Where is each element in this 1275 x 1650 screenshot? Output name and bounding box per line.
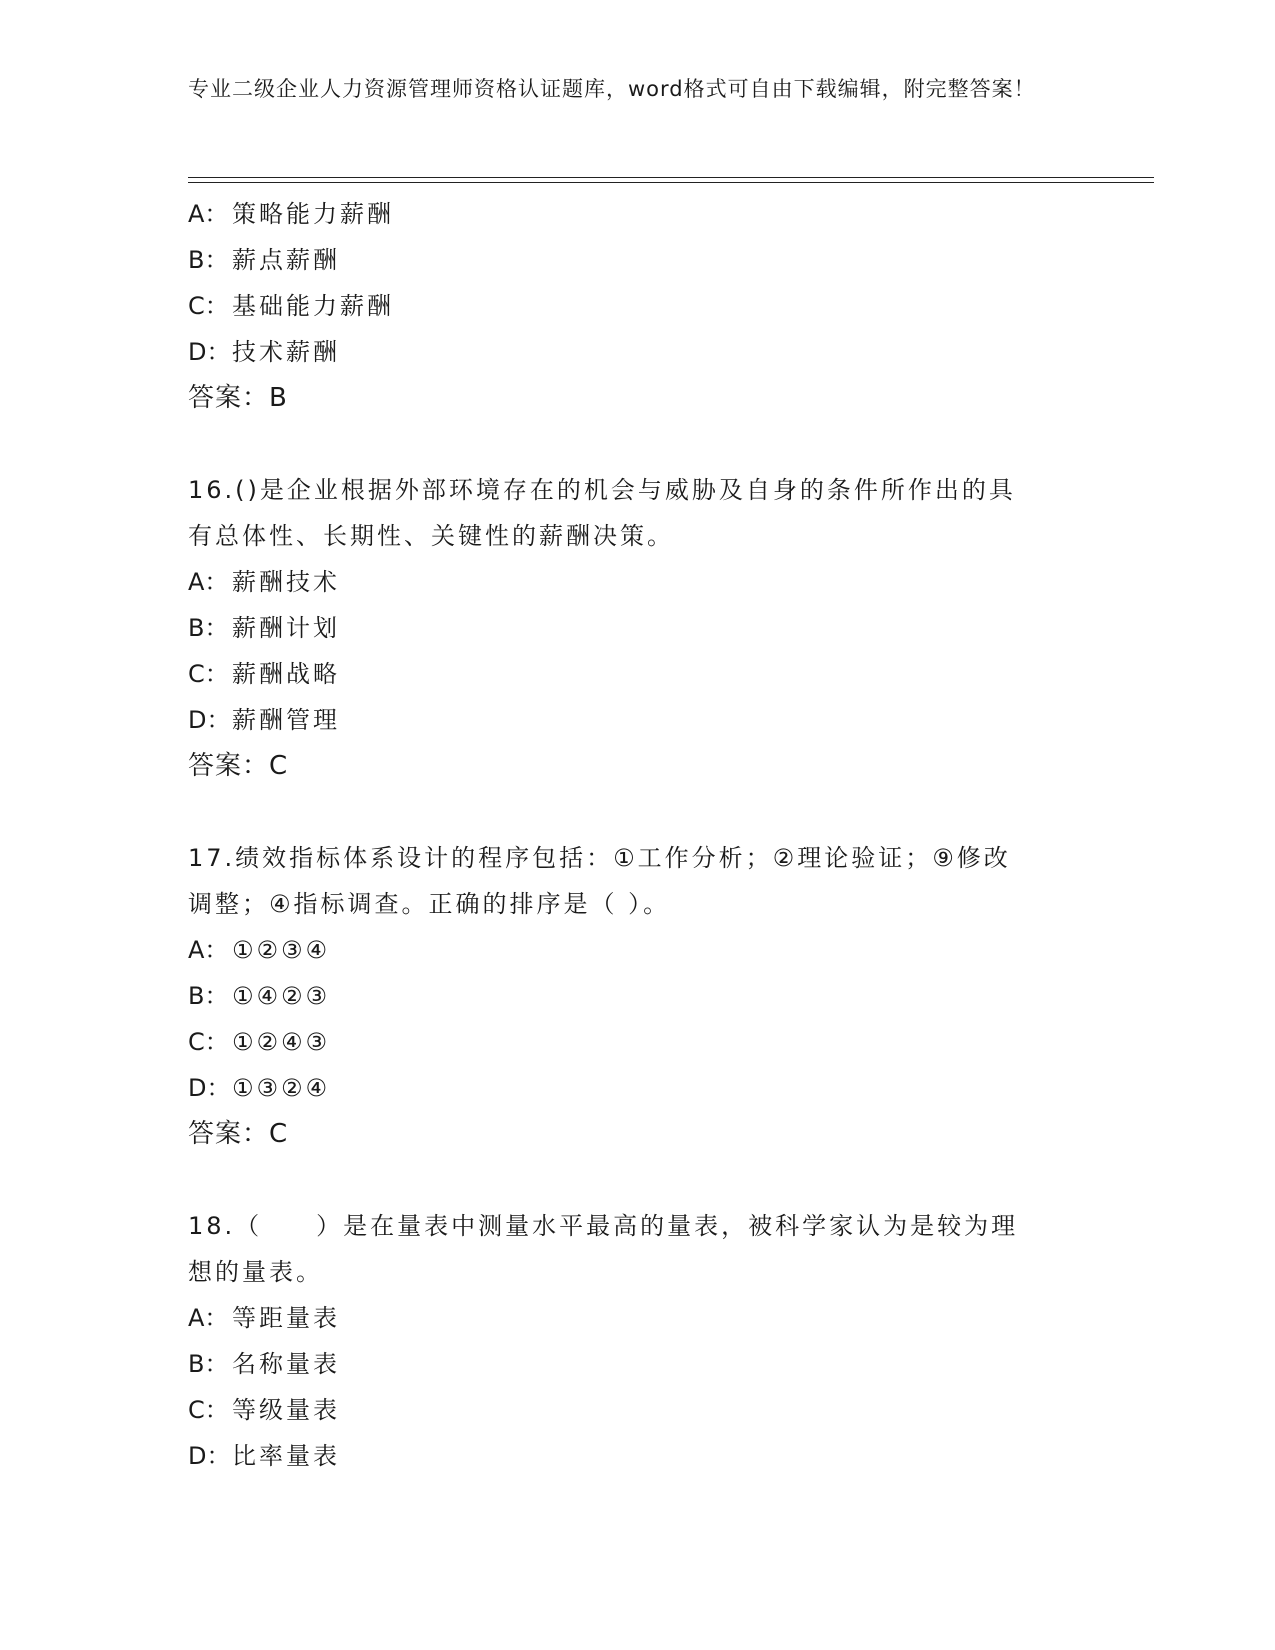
question-block-17 xyxy=(188,835,1088,1157)
option-letter: A： xyxy=(188,1304,229,1332)
header-divider-top xyxy=(188,177,1154,178)
option-b xyxy=(188,237,1088,283)
option-d xyxy=(188,1065,1088,1111)
option-text: 薪酬技术 xyxy=(232,568,340,596)
option-letter: A： xyxy=(188,568,229,596)
question-block-15 xyxy=(188,191,1088,421)
spacer xyxy=(188,789,1088,835)
option-b xyxy=(188,1341,1088,1387)
option-d xyxy=(188,1433,1088,1479)
answer-line: 答案：B xyxy=(188,383,288,413)
option-letter: C： xyxy=(188,1028,229,1056)
question-block-18 xyxy=(188,1203,1088,1479)
option-letter: C： xyxy=(188,660,229,688)
question-text-line-2: 有总体性、长期性、关键性的薪酬决策。 xyxy=(188,522,674,550)
question-text-line-1: 16.()是企业根据外部环境存在的机会与威胁及自身的条件所作出的具 xyxy=(188,476,1016,504)
option-letter: D： xyxy=(188,338,231,366)
option-letter: D： xyxy=(188,1074,231,1102)
option-b xyxy=(188,973,1088,1019)
option-text: 策略能力薪酬 xyxy=(232,200,394,228)
option-text: 名称量表 xyxy=(232,1350,340,1378)
spacer xyxy=(188,421,1088,467)
option-a xyxy=(188,191,1088,237)
option-letter: C： xyxy=(188,292,229,320)
option-letter: D： xyxy=(188,706,231,734)
option-text: 基础能力薪酬 xyxy=(232,292,394,320)
option-text: 薪酬计划 xyxy=(232,614,340,642)
question-text-line-2: 想的量表。 xyxy=(188,1258,323,1286)
answer-line: 答案：C xyxy=(188,1119,289,1149)
option-text: 比率量表 xyxy=(232,1442,340,1470)
spacer xyxy=(188,1157,1088,1203)
question-text-line-1: 18.（ ）是在量表中测量水平最高的量表，被科学家认为是较为理 xyxy=(188,1212,1019,1240)
option-a xyxy=(188,1295,1088,1341)
question-block-16 xyxy=(188,467,1088,789)
option-text: 薪点薪酬 xyxy=(232,246,340,274)
option-c xyxy=(188,1019,1088,1065)
option-letter: B： xyxy=(188,982,229,1010)
option-a xyxy=(188,559,1088,605)
option-letter: B： xyxy=(188,246,229,274)
option-text: 薪酬管理 xyxy=(232,706,340,734)
option-letter: B： xyxy=(188,614,229,642)
option-c xyxy=(188,283,1088,329)
question-text-line-2: 调整；④指标调查。正确的排序是（ ）。 xyxy=(188,890,671,918)
option-letter: B： xyxy=(188,1350,229,1378)
option-c xyxy=(188,651,1088,697)
header-divider-bottom xyxy=(188,182,1154,183)
option-letter: A： xyxy=(188,936,229,964)
option-text: 等距量表 xyxy=(232,1304,340,1332)
option-text: 等级量表 xyxy=(232,1396,340,1424)
option-text: 技术薪酬 xyxy=(232,338,340,366)
question-text-line-1: 17.绩效指标体系设计的程序包括：①工作分析；②理论验证；⑨修改 xyxy=(188,844,1011,872)
option-text: 薪酬战略 xyxy=(232,660,340,688)
option-c xyxy=(188,1387,1088,1433)
option-text: ①②④③ xyxy=(232,1028,331,1056)
answer-line: 答案：C xyxy=(188,751,289,781)
option-letter: A： xyxy=(188,200,229,228)
document-header: 专业二级企业人力资源管理师资格认证题库，word格式可自由下载编辑，附完整答案！ xyxy=(188,77,1036,101)
option-text: ①②③④ xyxy=(232,936,331,964)
option-b xyxy=(188,605,1088,651)
option-d xyxy=(188,329,1088,375)
option-letter: D： xyxy=(188,1442,231,1470)
option-d xyxy=(188,697,1088,743)
option-a xyxy=(188,927,1088,973)
question-list xyxy=(188,191,1088,1479)
option-text: ①③②④ xyxy=(232,1074,331,1102)
option-text: ①④②③ xyxy=(232,982,331,1010)
option-letter: C： xyxy=(188,1396,229,1424)
